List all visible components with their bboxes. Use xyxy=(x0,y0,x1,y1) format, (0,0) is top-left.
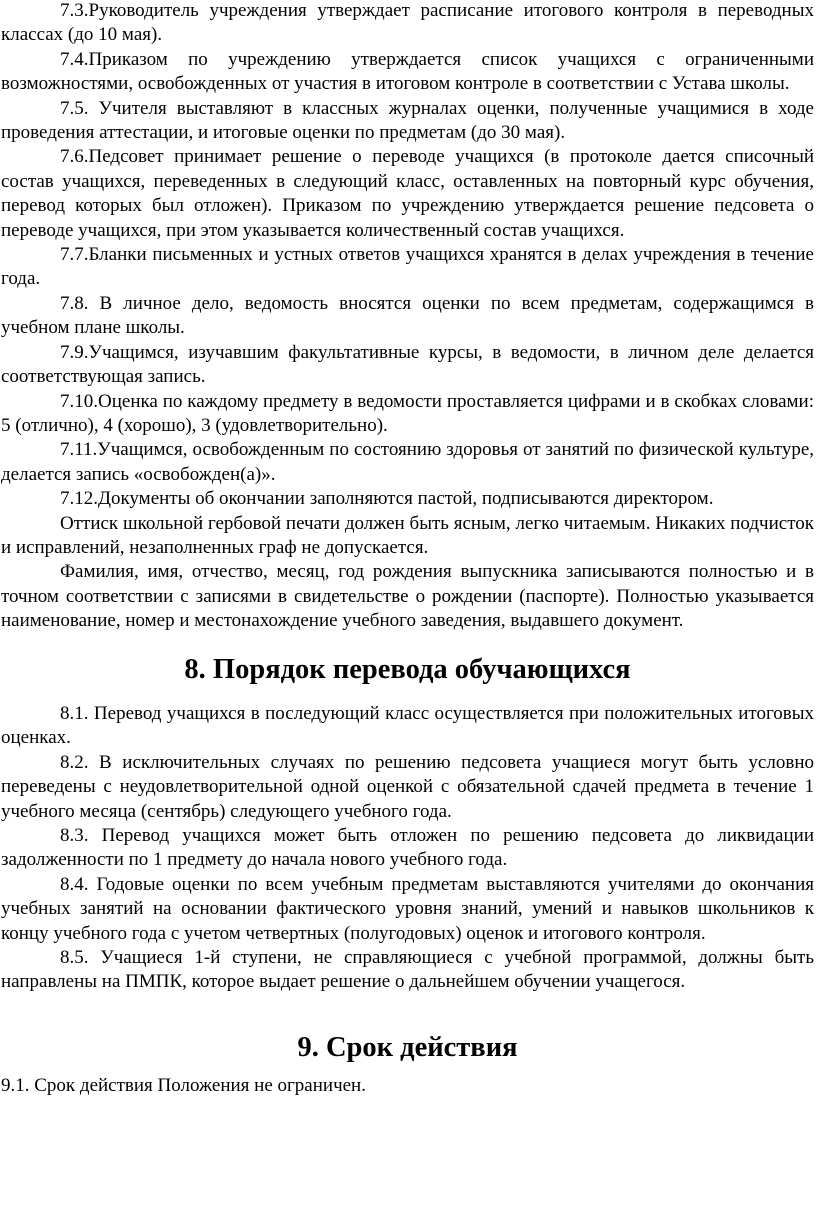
paragraph-8-4: 8.4. Годовые оценки по всем учебным предметам выставляются учителями до окончания учебных занятий на основании фактического уровня знаний, умений и навыков школьников к концу учебного года с учетом четвертных (полугодовых) оценок и итогового контроля. xyxy=(1,873,814,944)
paragraph-7-12: 7.12.Документы об окончании заполняются пастой, подписываются директором. xyxy=(60,488,714,510)
document-page xyxy=(1,0,814,1099)
paragraph-9-1: 9.1. Срок действия Положения не ограничен. xyxy=(1,1075,366,1097)
section-spacer xyxy=(1,682,814,702)
section-8-heading: 8. Порядок перевода обучающихся xyxy=(184,653,631,685)
paragraph-8-2: 8.2. В исключительных случаях по решению педсовета учащиеся могут быть условно переведены с неудовлетворительной одной оценкой с обязательной сдачей предмета в течение 1 учебного месяца (сентябрь) следующего учебного года. xyxy=(1,751,814,822)
paragraph-7-5: 7.5. Учителя выставляют в классных журналах оценки, полученные учащимися в ходе проведения аттестации, и итоговые оценки по предметам (до 30 мая). xyxy=(1,97,814,144)
paragraph-8-5: 8.5. Учащиеся 1-й ступени, не справляющиеся с учебной программой, должны быть направлены на ПМПК, которое выдает решение о дальнейшем обучении учащегося. xyxy=(1,947,814,993)
paragraph-7-9: 7.9.Учащимся, изучавшим факультативные курсы, в ведомости, в личном деле делается соответствующая запись. xyxy=(1,341,814,388)
paragraph-seal: Оттиск школьной гербовой печати должен быть ясным, легко читаемым. Никаких подчисток и исправлений, незаполненных граф не допускается. xyxy=(1,512,814,558)
paragraph-8-3: 8.3. Перевод учащихся может быть отложен по решению педсовета до ликвидации задолженности по 1 предмету до начала нового учебного года. xyxy=(1,825,814,871)
paragraph-7-7: 7.7.Бланки письменных и устных ответов учащихся хранятся в делах учреждения в течение года. xyxy=(1,244,814,290)
section-spacer xyxy=(1,995,814,1036)
paragraph-7-3: 7.3.Руководитель учреждения утверждает расписание итогового контроля в переводных классах (до 10 мая). xyxy=(1,0,814,46)
paragraph-7-8: 7.8. В личное дело, ведомость вносятся оценки по всем предметам, содержащимся в учебном плане школы. xyxy=(1,292,814,339)
paragraph-7-11: 7.11.Учащимся, освобожденным по состоянию здоровья от занятий по физической культуре, делается запись «освобожден(а)». xyxy=(1,439,814,485)
section-9-heading: 9. Срок действия xyxy=(297,1031,518,1063)
paragraph-8-1: 8.1. Перевод учащихся в последующий класс осуществляется при положительных итоговых оценках. xyxy=(1,702,814,749)
paragraph-7-10: 7.10.Оценка по каждому предмету в ведомости проставляется цифрами и в скобках словами: 5 (отлично), 4 (хорошо), 3 (удовлетворительно). xyxy=(1,390,814,436)
paragraph-graduate-name: Фамилия, имя, отчество, месяц, год рождения выпускника записываются полностью и в точном соответствии с записями в свидетельстве о рождении (паспорте). Полностью указывается наименование, номер и местонахождение учебного заведения, выдавшего документ. xyxy=(1,561,814,632)
paragraph-7-6: 7.6.Педсовет принимает решение о переводе учащихся (в протоколе дается списочный состав учащихся, переведенных в следующий класс, оставленных на повторный курс обучения, перевод которых был отложен). Приказом по учреждению утверждается решение педсовета о переводе учащихся, при этом указывается количественный состав учащихся. xyxy=(1,146,814,241)
paragraph-7-4: 7.4.Приказом по учреждению утверждается список учащихся с ограниченными возможностями, освобожденных от участия в итоговом контроле в соответствии с Устава школы. xyxy=(1,48,814,95)
